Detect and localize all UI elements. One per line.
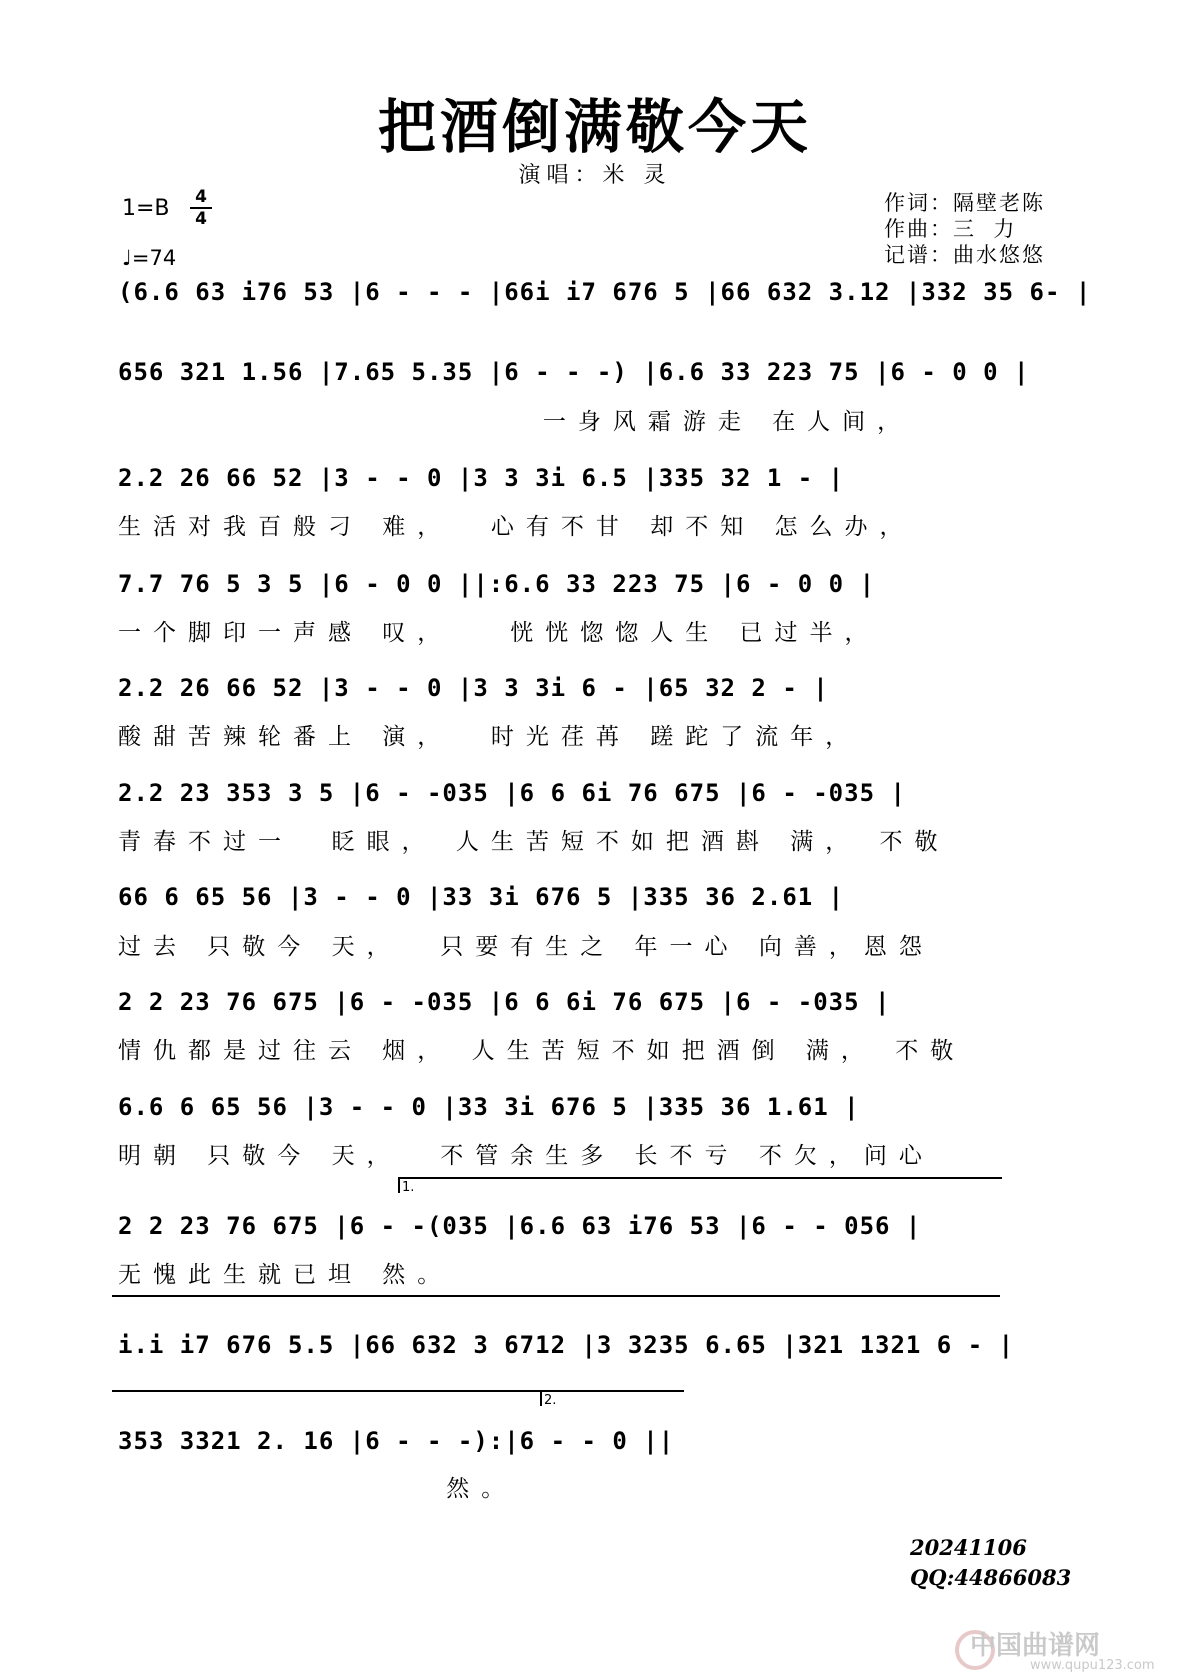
lyrics-row-3: 生活对我百般刁 难， 心有不甘 却不知 怎么办，: [118, 514, 915, 540]
volta-1-bracket: [398, 1177, 1002, 1193]
notation-row-9: 6.6 6 65 56 |3 - - 0 |33 3i 676 5 |335 36 1.61 |: [118, 1093, 860, 1121]
lyrics-row-10: 无愧此生就已坦 然。: [118, 1262, 453, 1288]
notation-row-5: 2.2 26 66 52 |3 - - 0 |3 3 3i 6 - |65 32 2 - |: [118, 674, 829, 702]
notation-row-2: 656 321 1.56 |7.65 5.35 |6 - - -) |6.6 33 223 75 |6 - 0 0 |: [118, 358, 1030, 386]
notation-row-8: 2 2 23 76 675 |6 - -035 |6 6 6i 76 675 |6 - -035 |: [118, 988, 891, 1016]
key-signature: 1=B: [122, 196, 170, 221]
notation-row-1: (6.6 63 i76 53 |6 - - - |66i i7 676 5 |66 632 3.12 |332 35 6- |: [118, 278, 1092, 306]
lyrics-row-9: 明朝 只敬今 天， 不管余生多 长不亏 不欠，问心: [118, 1143, 934, 1169]
qq-contact: QQ:44866083: [910, 1565, 1072, 1590]
lyrics-row-4: 一个脚印一声感 叹， 恍恍惚惚人生 已过半，: [118, 620, 880, 646]
watermark-text: 中国曲谱网: [970, 1631, 1101, 1661]
lyrics-row-8: 情仇都是过往云 烟， 人生苦短不如把酒倒 满， 不敬: [118, 1038, 966, 1064]
lyrics-row-2: 一身风霜游走 在人间，: [118, 409, 913, 435]
volta-1-divider: [112, 1295, 1000, 1297]
transcription-date: 20241106: [910, 1535, 1027, 1560]
lyrics-row-5: 酸甜苦辣轮番上 演， 时光荏苒 蹉跎了流年，: [118, 724, 861, 750]
watermark-url: www.qupu123.com: [1030, 1658, 1155, 1673]
notation-row-12: 353 3321 2. 16 |6 - - -):|6 - - 0 ||: [118, 1427, 675, 1455]
volta-2-bracket: [540, 1390, 684, 1406]
volta-2-label: 2.: [544, 1393, 557, 1408]
notation-row-3: 2.2 26 66 52 |3 - - 0 |3 3 3i 6.5 |335 32 1 - |: [118, 464, 845, 492]
lyricist-credit: 作词：隔壁老陈: [884, 191, 1045, 215]
notation-row-7: 66 6 65 56 |3 - - 0 |33 3i 676 5 |335 36 2.61 |: [118, 883, 845, 911]
composer-credit: 作曲：三 力: [884, 217, 1017, 241]
volta-1-label: 1.: [402, 1180, 415, 1195]
time-signature-top: 4: [195, 187, 207, 207]
lyrics-row-7: 过去 只敬今 天， 只要有生之 年一心 向善，恩怨: [118, 934, 934, 960]
time-signature-bottom: 4: [195, 209, 207, 229]
score-title: 把酒倒满敬今天: [377, 93, 812, 161]
time-signature: [190, 188, 212, 228]
notation-row-10: 2 2 23 76 675 |6 - -(035 |6.6 63 i76 53 |6 - - 056 |: [118, 1212, 922, 1240]
tempo-marking: ♩=74: [122, 246, 177, 270]
notation-row-6: 2.2 23 353 3 5 |6 - -035 |6 6 6i 76 675 |6 - -035 |: [118, 779, 906, 807]
notation-row-4: 7.7 76 5 3 5 |6 - 0 0 ||:6.6 33 223 75 |6 - 0 0 |: [118, 570, 876, 598]
lyrics-row-12: 然。: [118, 1476, 517, 1502]
credits-block: [884, 190, 1045, 268]
transcriber-credit: 记谱：曲水悠悠: [884, 243, 1045, 267]
singer-credit: 演唱：米 灵: [518, 163, 672, 188]
lyrics-row-6: 青春不过一 眨眼， 人生苦短不如把酒斟 满， 不敬: [118, 829, 950, 855]
notation-row-11: i.i i7 676 5.5 |66 632 3 6712 |3 3235 6.65 |321 1321 6 - |: [118, 1331, 1015, 1359]
